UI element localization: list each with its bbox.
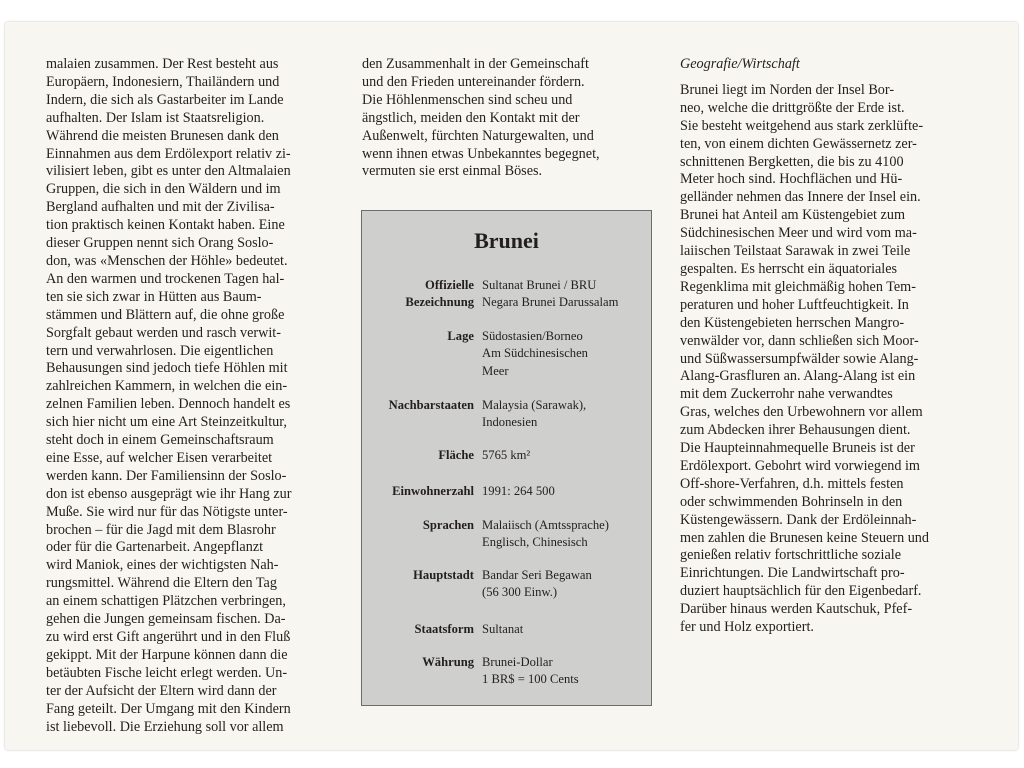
info-value: Brunei-Dollar 1 BR$ = 100 Cents bbox=[482, 655, 579, 687]
info-label: Nachbarstaaten bbox=[388, 398, 474, 412]
middle-column-text: den Zusammenhalt in der Gemeinschaft und den Frieden untereinander fördern. Die Höhlenmenschen sind scheu und ängstlich, meiden den Kontakt mit der Außenwelt, fürchten Naturgewalten, und wenn ihnen etwas Unbekanntes begegnet, vermuten sie erst einmal Böses. bbox=[362, 56, 600, 180]
info-value: 1991: 264 500 bbox=[482, 484, 555, 498]
info-value: Malaiisch (Amtssprache) Englisch, Chinesisch bbox=[482, 518, 609, 550]
info-value: Sultanat bbox=[482, 622, 524, 636]
right-text-column bbox=[680, 56, 972, 637]
info-value: Sultanat Brunei / BRU Negara Brunei Darussalam bbox=[482, 278, 619, 310]
right-column-text: Brunei liegt im Norden der Insel Bor- neo, welche die drittgrößte der Erde ist. Sie besteht weitgehend aus stark zerklüfte- ten, von einem dichten Gewässernetz zer- schnittenen Bergketten, die bis zu 4100 Meter hoch sind. Hochflächen und Hü- gelländer nehmen das Innere der Insel ein. Brunei hat Anteil am Küstengebiet zum Südchinesischen Meer und wird vom ma- laiischen Teilstaat Sarawak in zwei Teile gespalten. Es herrscht ein äquatoriales Regenklima mit gleichmäßig hohen Tem- peraturen und hoher Luftfeuchtigkeit. In den Küstengebieten herrschen Mangro- venwälder vor, dann schließen sich Moor- und Süßwassersumpfwälder sowie Alang- Alang-Grasfluren an. Alang-Alang ist ein mit dem Zuckerrohr nahe verwandtes Gras, welches den Urbewohnern vor allem zum Abdecken ihrer Behausungen dient. Die Haupteinnahmequelle Bruneis ist der Erdölexport. Gebohrt wird vorwiegend im Off-shore-Verfahren, d.h. mittels festen oder schwimmenden Bohrinseln in den Küstengewässern. Dank der Erdöleinnah- men zahlen die Brunesen keine Steuern und genießen relativ fortschrittliche soziale Einrichtungen. Die Landwirtschaft pro- duziert hauptsächlich für den Eigenbedarf. Darüber hinaus werden Kautschuk, Pfef- fer und Holz exportiert. bbox=[680, 81, 929, 636]
info-label: Staatsform bbox=[414, 622, 474, 636]
country-infobox bbox=[361, 210, 652, 706]
info-value: Südostasien/Borneo Am Südchinesischen Meer bbox=[482, 329, 588, 378]
info-label: Einwohnerzahl bbox=[392, 484, 474, 498]
infobox-title: Brunei bbox=[474, 228, 539, 253]
info-label: Fläche bbox=[438, 448, 474, 462]
info-label: Sprachen bbox=[422, 518, 474, 532]
left-column-text: malaien zusammen. Der Rest besteht aus Europäern, Indonesiern, Thailändern und Indern, die sich als Gastarbeiter im Lande aufhalten. Der Islam ist Staatsreligion. Während die meisten Brunesen dank den Einnahmen aus dem Erdölexport relativ zi- vilisiert leben, gibt es unter den Altmalaien Gruppen, die sich in den Wäldern und im Bergland aufhalten und mit der Zivilisa- tion praktisch keinen Kontakt haben. Eine dieser Gruppen nennt sich Orang Soslo- don, was «Menschen der Höhle» bedeutet. An den warmen und trockenen Tagen hal- ten sie sich zwar in Hütten aus Baum- stämmen und Blättern auf, die ohne große Sorgfalt gebaut werden und rasch verwit- tern und verwahrlosen. Die eigentlichen Behausungen sind jedoch tiefe Höhlen mit zahlreichen Kammern, in welchen die ein- zelnen Familien leben. Dennoch handelt es sich hier nicht um eine Art Steinzeitkultur, steht doch in einem Gemeinschaftsraum eine Esse, auf welcher Eisen verarbeitet werden kann. Der Familiensinn der Soslo- don ist ebenso ausgeprägt wie ihr Hang zur Muße. Sie wird nur für das Nötigste unter- brochen – für die Jagd mit dem Blasrohr oder für die Gartenarbeit. Angepflanzt wird Maniok, eines der wichtigsten Nah- rungsmittel. Während die Eltern den Tag an einem schattigen Plätzchen verbringen, gehen die Jungen gemeinsam fischen. Da- zu wird erst Gift angerührt und in den Fluß gekippt. Mit der Harpune können dann die betäubten Fische leicht erlegt werden. Un- ter der Aufsicht der Eltern wird dann der Fang geteilt. Der Umgang mit den Kindern ist liebevoll. Die Erziehung soll vor allem bbox=[46, 56, 292, 735]
info-label: Offizielle Bezeichnung bbox=[405, 278, 474, 310]
info-value: 5765 km² bbox=[482, 448, 531, 462]
info-value: Bandar Seri Begawan (56 300 Einw.) bbox=[482, 568, 592, 600]
section-heading: Geografie/Wirtschaft bbox=[680, 56, 800, 72]
info-label: Lage bbox=[447, 329, 474, 343]
left-text-column bbox=[46, 56, 332, 736]
info-label: Hauptstadt bbox=[413, 568, 474, 582]
info-value: Malaysia (Sarawak), Indonesien bbox=[482, 398, 587, 430]
middle-text-column bbox=[362, 56, 652, 181]
info-label: Währung bbox=[422, 655, 474, 669]
